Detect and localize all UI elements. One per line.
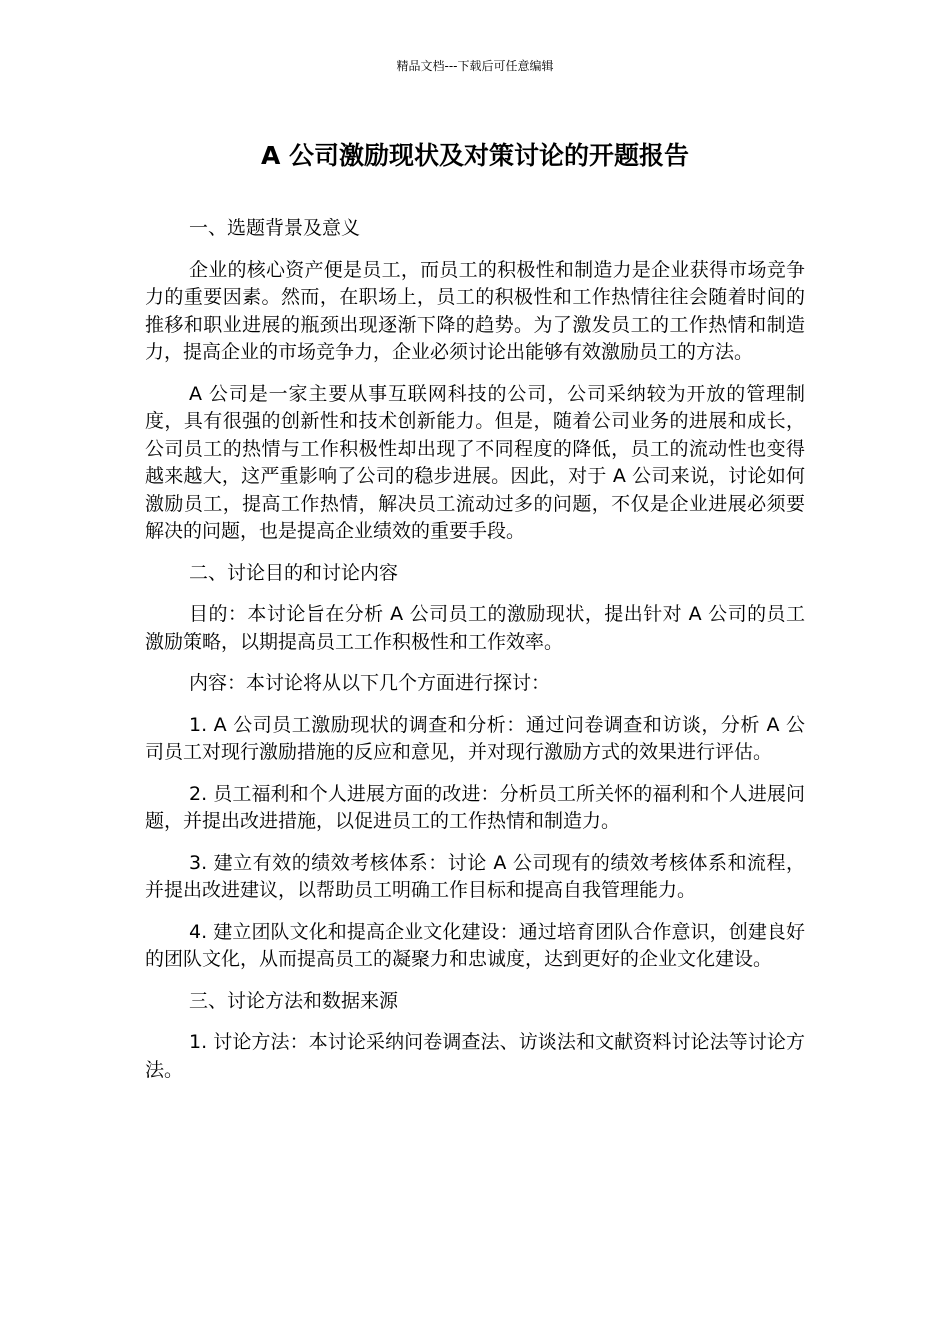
section-heading: 一、选题背景及意义 (189, 217, 361, 239)
list-item: 3. 建立有效的绩效考核体系：讨论 A 公司现有的绩效考核体系和流程，并提出改进建议，以帮助员工明确工作目标和提高自我管理能力。 (145, 851, 805, 901)
section-heading: 三、讨论方法和数据来源 (189, 989, 399, 1012)
list-item: 1. 讨论方法：本讨论采纳问卷调查法、访谈法和文献资料讨论法等讨论方法。 (145, 1031, 805, 1081)
body-paragraph: 内容：本讨论将从以下几个方面进行探讨： (189, 672, 551, 694)
section-heading: 二、讨论目的和讨论内容 (189, 561, 399, 584)
list-item: 4. 建立团队文化和提高企业文化建设：通过培育团队合作意识，创建良好的团队文化，从而提高员工的凝聚力和忠诚度，达到更好的企业文化建设。 (145, 920, 805, 970)
document-title: A 公司激励现状及对策讨论的开题报告 (260, 141, 690, 170)
body-paragraph: A 公司是一家主要从事互联网科技的公司，公司采纳较为开放的管理制度，具有很强的创新性和技术创新能力。但是，随着公司业务的进展和成长，公司员工的热情与工作积极性却出现了不同程度的降低，员工的流动性也变得越来越大，这严重影响了公司的稳步进展。因此，对于 A 公司来说，讨论如何激励员工，提高工作热情，解决员工流动过多的问题，不仅是企业进展必须要解决的问题，也是提高企业绩效的重要手段。 (145, 382, 805, 542)
body-paragraph: 目的：本讨论旨在分析 A 公司员工的激励现状，提出针对 A 公司的员工激励策略，以期提高员工工作积极性和工作效率。 (145, 603, 805, 653)
document-body (145, 215, 805, 1098)
page-header: 精品文档---下载后可任意编辑 (396, 59, 554, 73)
body-paragraph: 企业的核心资产便是员工，而员工的积极性和制造力是企业获得市场竞争力的重要因素。然而，在职场上，员工的积极性和工作热情往往会随着时间的推移和职业进展的瓶颈出现逐渐下降的趋势。为了激发员工的工作热情和制造力，提高企业的市场竞争力，企业必须讨论出能够有效激励员工的方法。 (145, 258, 805, 363)
list-item: 1. A 公司员工激励现状的调查和分析：通过问卷调查和访谈，分析 A 公司员工对现行激励措施的反应和意见，并对现行激励方式的效果进行评估。 (145, 713, 805, 763)
list-item: 2. 员工福利和个人进展方面的改进：分析员工所关怀的福利和个人进展问题，并提出改进措施，以促进员工的工作热情和制造力。 (145, 782, 805, 832)
